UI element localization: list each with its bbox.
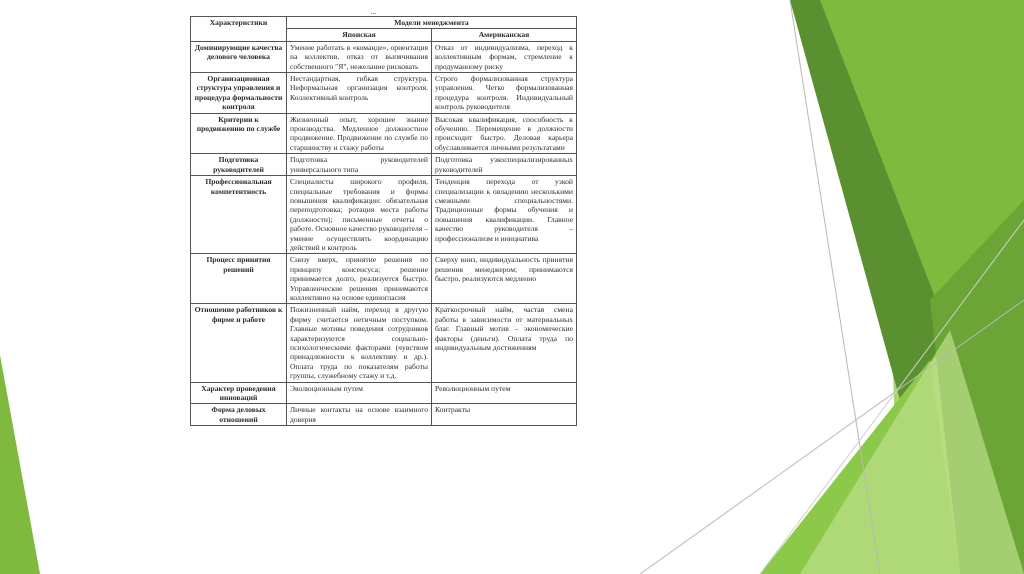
japanese-cell: Нестандартная, гибкая структура. Неформальная организация контроля. Коллективный контроль: [287, 73, 432, 114]
table-row: [191, 41, 577, 72]
row-label: Организационная структура управления и процедура формальности контроля: [191, 73, 287, 114]
table-row: [191, 254, 577, 304]
table-row: [191, 176, 577, 254]
table-row: [191, 154, 577, 176]
japanese-cell: Эволюционным путем: [287, 382, 432, 404]
table-row: [191, 382, 577, 404]
document-mark: ...: [371, 8, 377, 16]
row-label: Подготовка руководителей: [191, 154, 287, 176]
american-cell: Контракты: [432, 404, 577, 426]
japanese-cell: Пожизненный найм, переход в другую фирму считается нетичным поступком. Главные мотивы поведения сотрудников характеризуются социально-психологическими факторами (чувством принадлежности к коллективу и др.). Оплата труда по показателям работы группы, служебному стажу и т.д.: [287, 304, 432, 382]
japanese-cell: Специалисты широкого профиля, специальные требования и формы повышения квалификации: обязательная переподготовка; ротация места работы (должности); письменные отчеты о работе. Основное качество руководителя – умение осуществлять координацию действий и контроль: [287, 176, 432, 254]
row-label: Доминирующие качества делового человека: [191, 41, 287, 72]
table-row: [191, 73, 577, 114]
japanese-cell: Личные контакты на основе взаимного доверия: [287, 404, 432, 426]
american-cell: Строго формализованная структура управления. Четко формализованная процедура контроля. Индивидуальный контроль руководителя: [432, 73, 577, 114]
row-label: Характер проведения инноваций: [191, 382, 287, 404]
row-label: Критерии к продвижению по службе: [191, 113, 287, 154]
table-row: [191, 404, 577, 426]
management-models-table: [190, 16, 577, 426]
row-label: Форма деловых отношений: [191, 404, 287, 426]
header-japanese: Японская: [287, 29, 432, 41]
american-cell: Краткосрочный найм, частая смена работы в зависимости от материальных благ. Главный мотив – экономические факторы (деньги). Оплата труда по индивидуальным достижениям: [432, 304, 577, 382]
japanese-cell: Подготовка руководителей универсального типа: [287, 154, 432, 176]
japanese-cell: Снизу вверх, принятие решения по принципу консенсуса; решение принимается долго, реализуется быстро. Управленческие решения принимаются коллективно на основе единогласия: [287, 254, 432, 304]
japanese-cell: Умение работать в «команде», ориентация на коллектив, отказ от выпячивания собственного "Я", нежелание рисковать: [287, 41, 432, 72]
american-cell: Высокая квалификация, способность к обучению. Перемещение в должности происходит быстро. Деловая карьера обуславливается личными результатами: [432, 113, 577, 154]
table-row: [191, 113, 577, 154]
table-row: [191, 304, 577, 382]
american-cell: Революционным путем: [432, 382, 577, 404]
header-characteristics: Характеристики: [191, 17, 287, 42]
american-cell: Сверху вниз, индивидуальность принятия решения менеджером; принимаются быстро, реализуются медленно: [432, 254, 577, 304]
header-american: Американская: [432, 29, 577, 41]
row-label: Отношение работников к фирме и работе: [191, 304, 287, 382]
left-accent-shape: [0, 355, 40, 574]
row-label: Профессиональная компетентность: [191, 176, 287, 254]
american-cell: Подготовка узкоспециализированных руководителей: [432, 154, 577, 176]
american-cell: Отказ от индивидуализма, переход к коллективным формам, стремление к продуманному риску: [432, 41, 577, 72]
row-label: Процесс принятия решений: [191, 254, 287, 304]
header-models: Модели менеджмента: [287, 17, 577, 29]
japanese-cell: Жизненный опыт, хорошее знание производства. Медленное должностное продвижение. Продвижение по службе по старшинству и стажу работы: [287, 113, 432, 154]
american-cell: Тенденция перехода от узкой специализации к овладению несколькими смежными специальностями. Традиционные формы обучения и повышения квалификации. Главное качество руководителя – профессионализм и инициатива: [432, 176, 577, 254]
